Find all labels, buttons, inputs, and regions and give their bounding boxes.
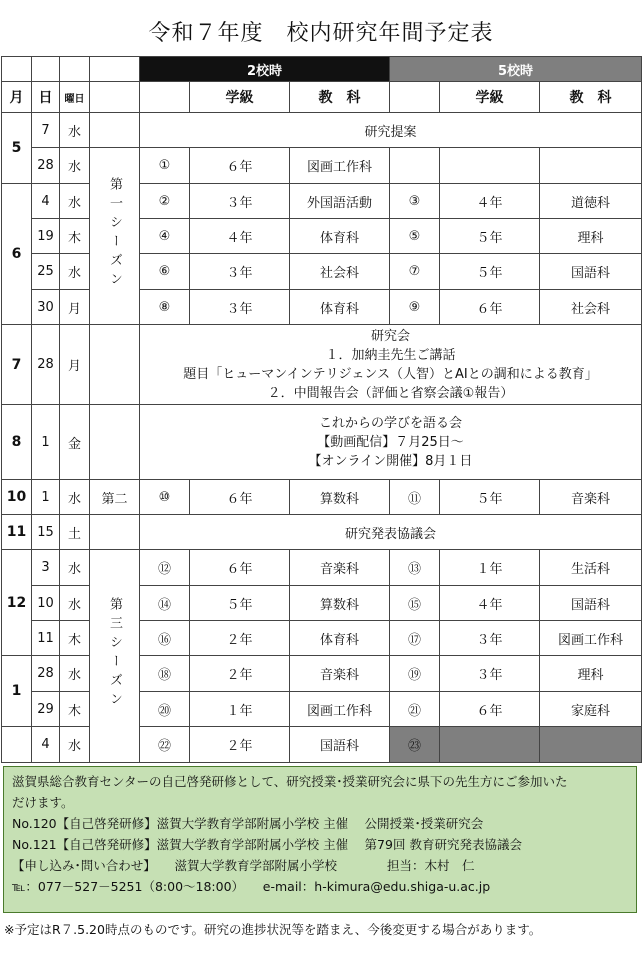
- lesson-subject: 音楽科: [290, 550, 390, 586]
- lesson-subject: 家庭科: [540, 692, 642, 727]
- day-cell: 30: [32, 290, 60, 325]
- lesson-grade: １年: [190, 692, 290, 727]
- month-cell: 11: [2, 515, 32, 550]
- table-row: [2, 148, 642, 184]
- day-header: 日: [32, 82, 60, 113]
- month-cell: 6: [2, 184, 32, 325]
- table-row: [2, 325, 642, 405]
- season-cell: 第一シーズン: [90, 148, 140, 325]
- schedule-table: [1, 56, 642, 763]
- day-cell: 29: [32, 692, 60, 727]
- day-cell: 19: [32, 219, 60, 254]
- lesson-grade: ６年: [190, 480, 290, 515]
- weekday-cell: 月: [60, 290, 90, 325]
- lesson-number: ⑧: [140, 290, 190, 325]
- event-cell: 研究会 １．加納圭先生ご講話 題目「ヒューマンインテリジェンス（人智）とAIとの調和による教育」 ２．中間報告会（評価と省察会議①報告）: [140, 325, 642, 405]
- weekday-cell: 水: [60, 148, 90, 184]
- day-cell: 15: [32, 515, 60, 550]
- lesson-grade: ６年: [190, 148, 290, 184]
- lesson-subject: 社会科: [540, 290, 642, 325]
- lesson-number: ⑮: [390, 586, 440, 621]
- event-cell: 研究提案: [140, 113, 642, 148]
- lesson-subject: 社会科: [290, 254, 390, 290]
- day-cell: 4: [32, 727, 60, 763]
- lesson-subject: 外国語活動: [290, 184, 390, 219]
- training-notice-box: [3, 766, 637, 913]
- weekday-cell: 木: [60, 621, 90, 656]
- weekday-cell: 金: [60, 405, 90, 480]
- lesson-grade: ５年: [440, 254, 540, 290]
- lesson-subject: 体育科: [290, 290, 390, 325]
- lesson-subject: 体育科: [290, 219, 390, 254]
- subject-header-5: 教 科: [540, 82, 642, 113]
- lesson-grade: ６年: [440, 290, 540, 325]
- lesson-subject: [540, 727, 642, 763]
- weekday-cell: 水: [60, 113, 90, 148]
- notice-line: 【申し込み･問い合わせ】 滋賀大学教育学部附属小学校 担当：木村 仁: [12, 858, 475, 873]
- lesson-number: ⑭: [140, 586, 190, 621]
- day-cell: 28: [32, 325, 60, 405]
- weekday-cell: 水: [60, 254, 90, 290]
- lesson-number: ⑩: [140, 480, 190, 515]
- day-cell: 7: [32, 113, 60, 148]
- lesson-grade: ４年: [440, 184, 540, 219]
- lesson-number: ⑥: [140, 254, 190, 290]
- lesson-grade: ５年: [440, 480, 540, 515]
- lesson-number: ④: [140, 219, 190, 254]
- lesson-subject: 音楽科: [290, 656, 390, 692]
- lesson-number: ⑫: [140, 550, 190, 586]
- day-cell: 28: [32, 656, 60, 692]
- month-cell: 5: [2, 113, 32, 184]
- lesson-grade: ４年: [440, 586, 540, 621]
- lesson-subject: 音楽科: [540, 480, 642, 515]
- lesson-number: ⑱: [140, 656, 190, 692]
- lesson-grade: ２年: [190, 727, 290, 763]
- month-cell: 1: [2, 656, 32, 727]
- lesson-subject: 道徳科: [540, 184, 642, 219]
- lesson-number: ⑨: [390, 290, 440, 325]
- header-row-columns: [2, 82, 642, 113]
- lesson-subject: 国語科: [540, 586, 642, 621]
- lesson-grade: ６年: [440, 692, 540, 727]
- lesson-subject: 国語科: [540, 254, 642, 290]
- footnote: ※予定はR７.5.20時点のものです。研究の進捗状況等を踏まえ、今後変更する場合があります。: [4, 922, 542, 937]
- weekday-cell: 水: [60, 727, 90, 763]
- table-row: [2, 113, 642, 148]
- lesson-grade: ５年: [440, 219, 540, 254]
- table-row: [2, 405, 642, 480]
- lesson-subject: 生活科: [540, 550, 642, 586]
- lesson-grade: ６年: [190, 550, 290, 586]
- lesson-number: ⑰: [390, 621, 440, 656]
- weekday-cell: 木: [60, 219, 90, 254]
- lesson-subject: 理科: [540, 219, 642, 254]
- header-row-periods: [2, 57, 642, 82]
- lesson-number: ⑯: [140, 621, 190, 656]
- notice-line: だけます。: [12, 795, 74, 810]
- lesson-grade: ２年: [190, 656, 290, 692]
- season-cell: 第三シーズン: [90, 550, 140, 763]
- lesson-number: ㉒: [140, 727, 190, 763]
- lesson-subject: 算数科: [290, 586, 390, 621]
- period2-header: 2校時: [140, 57, 390, 82]
- lesson-grade: ３年: [440, 621, 540, 656]
- lesson-subject: 算数科: [290, 480, 390, 515]
- lesson-number: ①: [140, 148, 190, 184]
- day-cell: 10: [32, 586, 60, 621]
- lesson-grade: [440, 727, 540, 763]
- subject-header-2: 教 科: [290, 82, 390, 113]
- table-row: [2, 550, 642, 586]
- day-cell: 11: [32, 621, 60, 656]
- weekday-cell: 土: [60, 515, 90, 550]
- day-cell: 4: [32, 184, 60, 219]
- lesson-subject: 図画工作科: [540, 621, 642, 656]
- month-header: 月: [2, 82, 32, 113]
- day-cell: 28: [32, 148, 60, 184]
- notice-line: 滋賀県総合教育センターの自己啓発研修として、研究授業･授業研究会に県下の先生方にご参加いた: [12, 774, 568, 789]
- day-cell: 1: [32, 405, 60, 480]
- grade-header-5: 学級: [440, 82, 540, 113]
- lesson-subject: 理科: [540, 656, 642, 692]
- weekday-cell: 水: [60, 480, 90, 515]
- lesson-number: ⑳: [140, 692, 190, 727]
- lesson-number: ⑤: [390, 219, 440, 254]
- grade-header-2: 学級: [190, 82, 290, 113]
- lesson-number: ㉓: [390, 727, 440, 763]
- lesson-subject: 図画工作科: [290, 692, 390, 727]
- day-cell: 1: [32, 480, 60, 515]
- lesson-subject: 体育科: [290, 621, 390, 656]
- lesson-grade: ３年: [440, 656, 540, 692]
- lesson-number: ⑦: [390, 254, 440, 290]
- notice-line: No.120【自己啓発研修】滋賀大学教育学部附属小学校 主催 公開授業･授業研究会: [12, 816, 484, 831]
- weekday-cell: 木: [60, 692, 90, 727]
- lesson-number: ③: [390, 184, 440, 219]
- contact-line: ℡：077－527－5251（8:00～18:00） e-mail：h-kimura@edu.shiga-u.ac.jp: [12, 879, 491, 894]
- month-cell: 12: [2, 550, 32, 656]
- period5-header: 5校時: [390, 57, 642, 82]
- lesson-grade: ５年: [190, 586, 290, 621]
- weekday-cell: 月: [60, 325, 90, 405]
- page-title: 令和７年度 校内研究年間予定表: [148, 21, 494, 46]
- season-cell: 第二: [90, 480, 140, 515]
- weekday-cell: 水: [60, 586, 90, 621]
- event-cell: 研究発表協議会: [140, 515, 642, 550]
- lesson-number: ⑬: [390, 550, 440, 586]
- table-row: [2, 480, 642, 515]
- lesson-subject: 国語科: [290, 727, 390, 763]
- lesson-number: ⑲: [390, 656, 440, 692]
- event-cell: これからの学びを語る会 【動画配信】７月25日～ 【オンライン開催】8月１日: [140, 405, 642, 480]
- lesson-grade: ３年: [190, 290, 290, 325]
- weekday-header: 曜日: [60, 82, 90, 113]
- lesson-grade: ３年: [190, 254, 290, 290]
- notice-line: No.121【自己啓発研修】滋賀大学教育学部附属小学校 主催 第79回 教育研究発表協議会: [12, 837, 522, 852]
- lesson-grade: ４年: [190, 219, 290, 254]
- day-cell: 25: [32, 254, 60, 290]
- weekday-cell: 水: [60, 550, 90, 586]
- month-cell: 8: [2, 405, 32, 480]
- day-cell: 3: [32, 550, 60, 586]
- lesson-grade: １年: [440, 550, 540, 586]
- lesson-number: ㉑: [390, 692, 440, 727]
- lesson-subject: 図画工作科: [290, 148, 390, 184]
- lesson-number: ⑪: [390, 480, 440, 515]
- month-cell: 10: [2, 480, 32, 515]
- lesson-grade: ３年: [190, 184, 290, 219]
- table-row: [2, 515, 642, 550]
- weekday-cell: 水: [60, 656, 90, 692]
- lesson-number: ②: [140, 184, 190, 219]
- lesson-grade: ２年: [190, 621, 290, 656]
- month-cell: 7: [2, 325, 32, 405]
- weekday-cell: 水: [60, 184, 90, 219]
